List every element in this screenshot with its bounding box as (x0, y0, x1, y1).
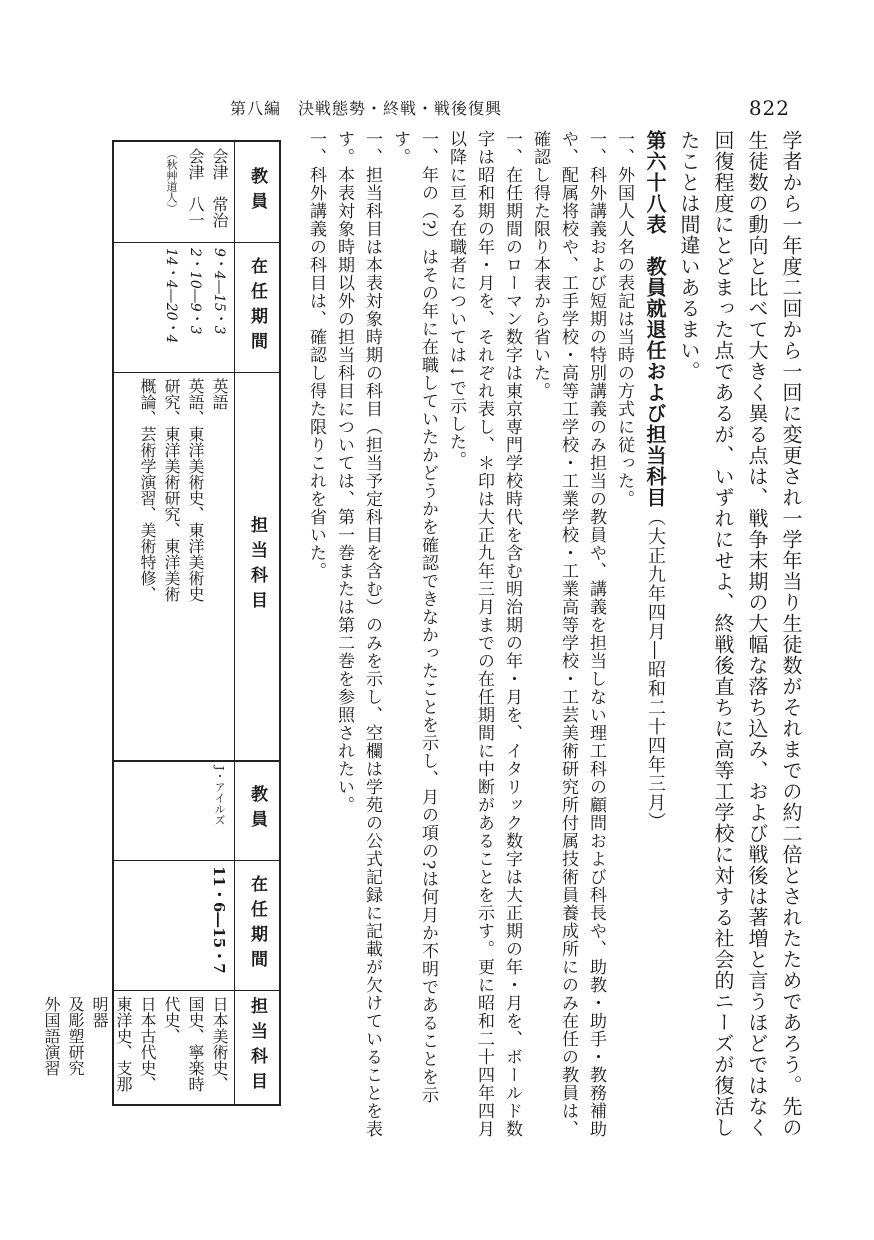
teacher-name: J・アイルズ (213, 766, 226, 826)
teacher-name: 会津 八一 (186, 148, 205, 228)
teacher-name: 会津 常治 (210, 148, 229, 228)
note-item: 一、科外講義および短期の特別講義のみ担当の教員や、講義を担当しない理工科の顧問および科長や、助教・助手・教務補助や、配属将校や、工手学校・高等工学校・工業学校・工業高等学校・工芸美術研究所付属技術員養成所にのみ在任の教員は、確認し得た限り本表から省いた。 (530, 130, 606, 1138)
main-text (302, 130, 808, 1140)
intro-paragraph: 学者から一年度二回から一回に変更され一学年当り生徒数がそれまでの約二倍とされたためであろう。先の生徒数の動向と比べて大きく異る点は、戦争末期の大幅な落ち込み、および戦後は著増と言うほどではなく回復程度にとどまった点であるが、いずれにせよ、終戦後直ちに高等工学校に対する社会的ニーズが復活したことは間違いあるまい。 (677, 130, 803, 1138)
subject-line: 英語、東洋美術史、東洋美術史 (186, 378, 205, 602)
note-item: 一、年の（?）はその年に在職していたかどうかを確認できなかったことを示し、月の項の?は何月か不明であることを示す。 (390, 130, 438, 1105)
subject-line: 日本古代史、東洋史、支那明器 (90, 996, 157, 1092)
header-teacher-top: 教員 (234, 142, 279, 242)
note-item: 一、在任期間のローマン数字は東京専門学校時代を含む明治期の年・月を、イタリック数字は大正期の年・月を、ボールド数字は昭和期の年・月を、それぞれ表し、＊印は大正九年三月までの在任期間に中断があることを示す。更に昭和二十四年四月以降に亘る在職者については↓で示した。 (446, 130, 522, 1138)
table-notes (302, 130, 638, 1140)
period-value: 11・6―15・7 (210, 866, 228, 974)
header-subjects-top: 担当科目 (234, 372, 279, 760)
subject-line: 概論、芸術学演習、美術特修、 (138, 378, 157, 602)
header-title: 第八編 決戦態勢・終戦・戦後復興 (230, 99, 503, 118)
subjects-cell (42, 990, 235, 1104)
header-period-bottom: 在任期間 (234, 860, 279, 990)
note-item: 一、担当科目は本表対象時期の科目（担当予定科目を含む）のみを示し、空欄は学苑の公式記録に記載が欠けていることを表す。本表対象時期以外の担当科目については、第一巻または第二巻を参照されたい。 (334, 130, 382, 1138)
caption-range: （大正九年四月―昭和二十四年三月） (645, 508, 666, 831)
faculty-table (42, 140, 281, 1106)
subjects-cell (114, 372, 235, 760)
note-item: 一、科外講義の科目は、確認し得た限りこれを省いた。 (306, 130, 326, 580)
teacher-cell (114, 760, 235, 860)
teacher-name-note: （秋艸道人） (165, 148, 178, 214)
header-period-top: 在任期間 (234, 242, 279, 372)
period-value: 9・4―15・3 (211, 248, 227, 335)
period-cell (114, 242, 235, 372)
table-caption (638, 130, 672, 1140)
subject-line: 外国語演習 (42, 996, 61, 1076)
subject-line: 及彫塑研究 (66, 996, 85, 1076)
page-number: 822 (748, 96, 790, 120)
period-value: 14・4―20・4 (163, 248, 179, 344)
subject-line: 研究、東洋美術研究、東洋美術 (162, 378, 181, 602)
teacher-cell (114, 142, 235, 242)
note-item: 一、外国人人名の表記は当時の方式に従った。 (614, 130, 634, 508)
caption-title: 第六十八表 教員就退任および担当科目 (643, 130, 667, 508)
header-teacher-bottom: 教員 (234, 760, 279, 860)
subject-line: 日本美術史、国史、寧楽時代史、 (162, 996, 229, 1092)
period-value: 2・10―9・3 (187, 248, 203, 335)
period-cell (114, 860, 235, 990)
header-subjects-bottom: 担当科目 (234, 990, 279, 1104)
subject-line: 英語 (210, 378, 229, 410)
